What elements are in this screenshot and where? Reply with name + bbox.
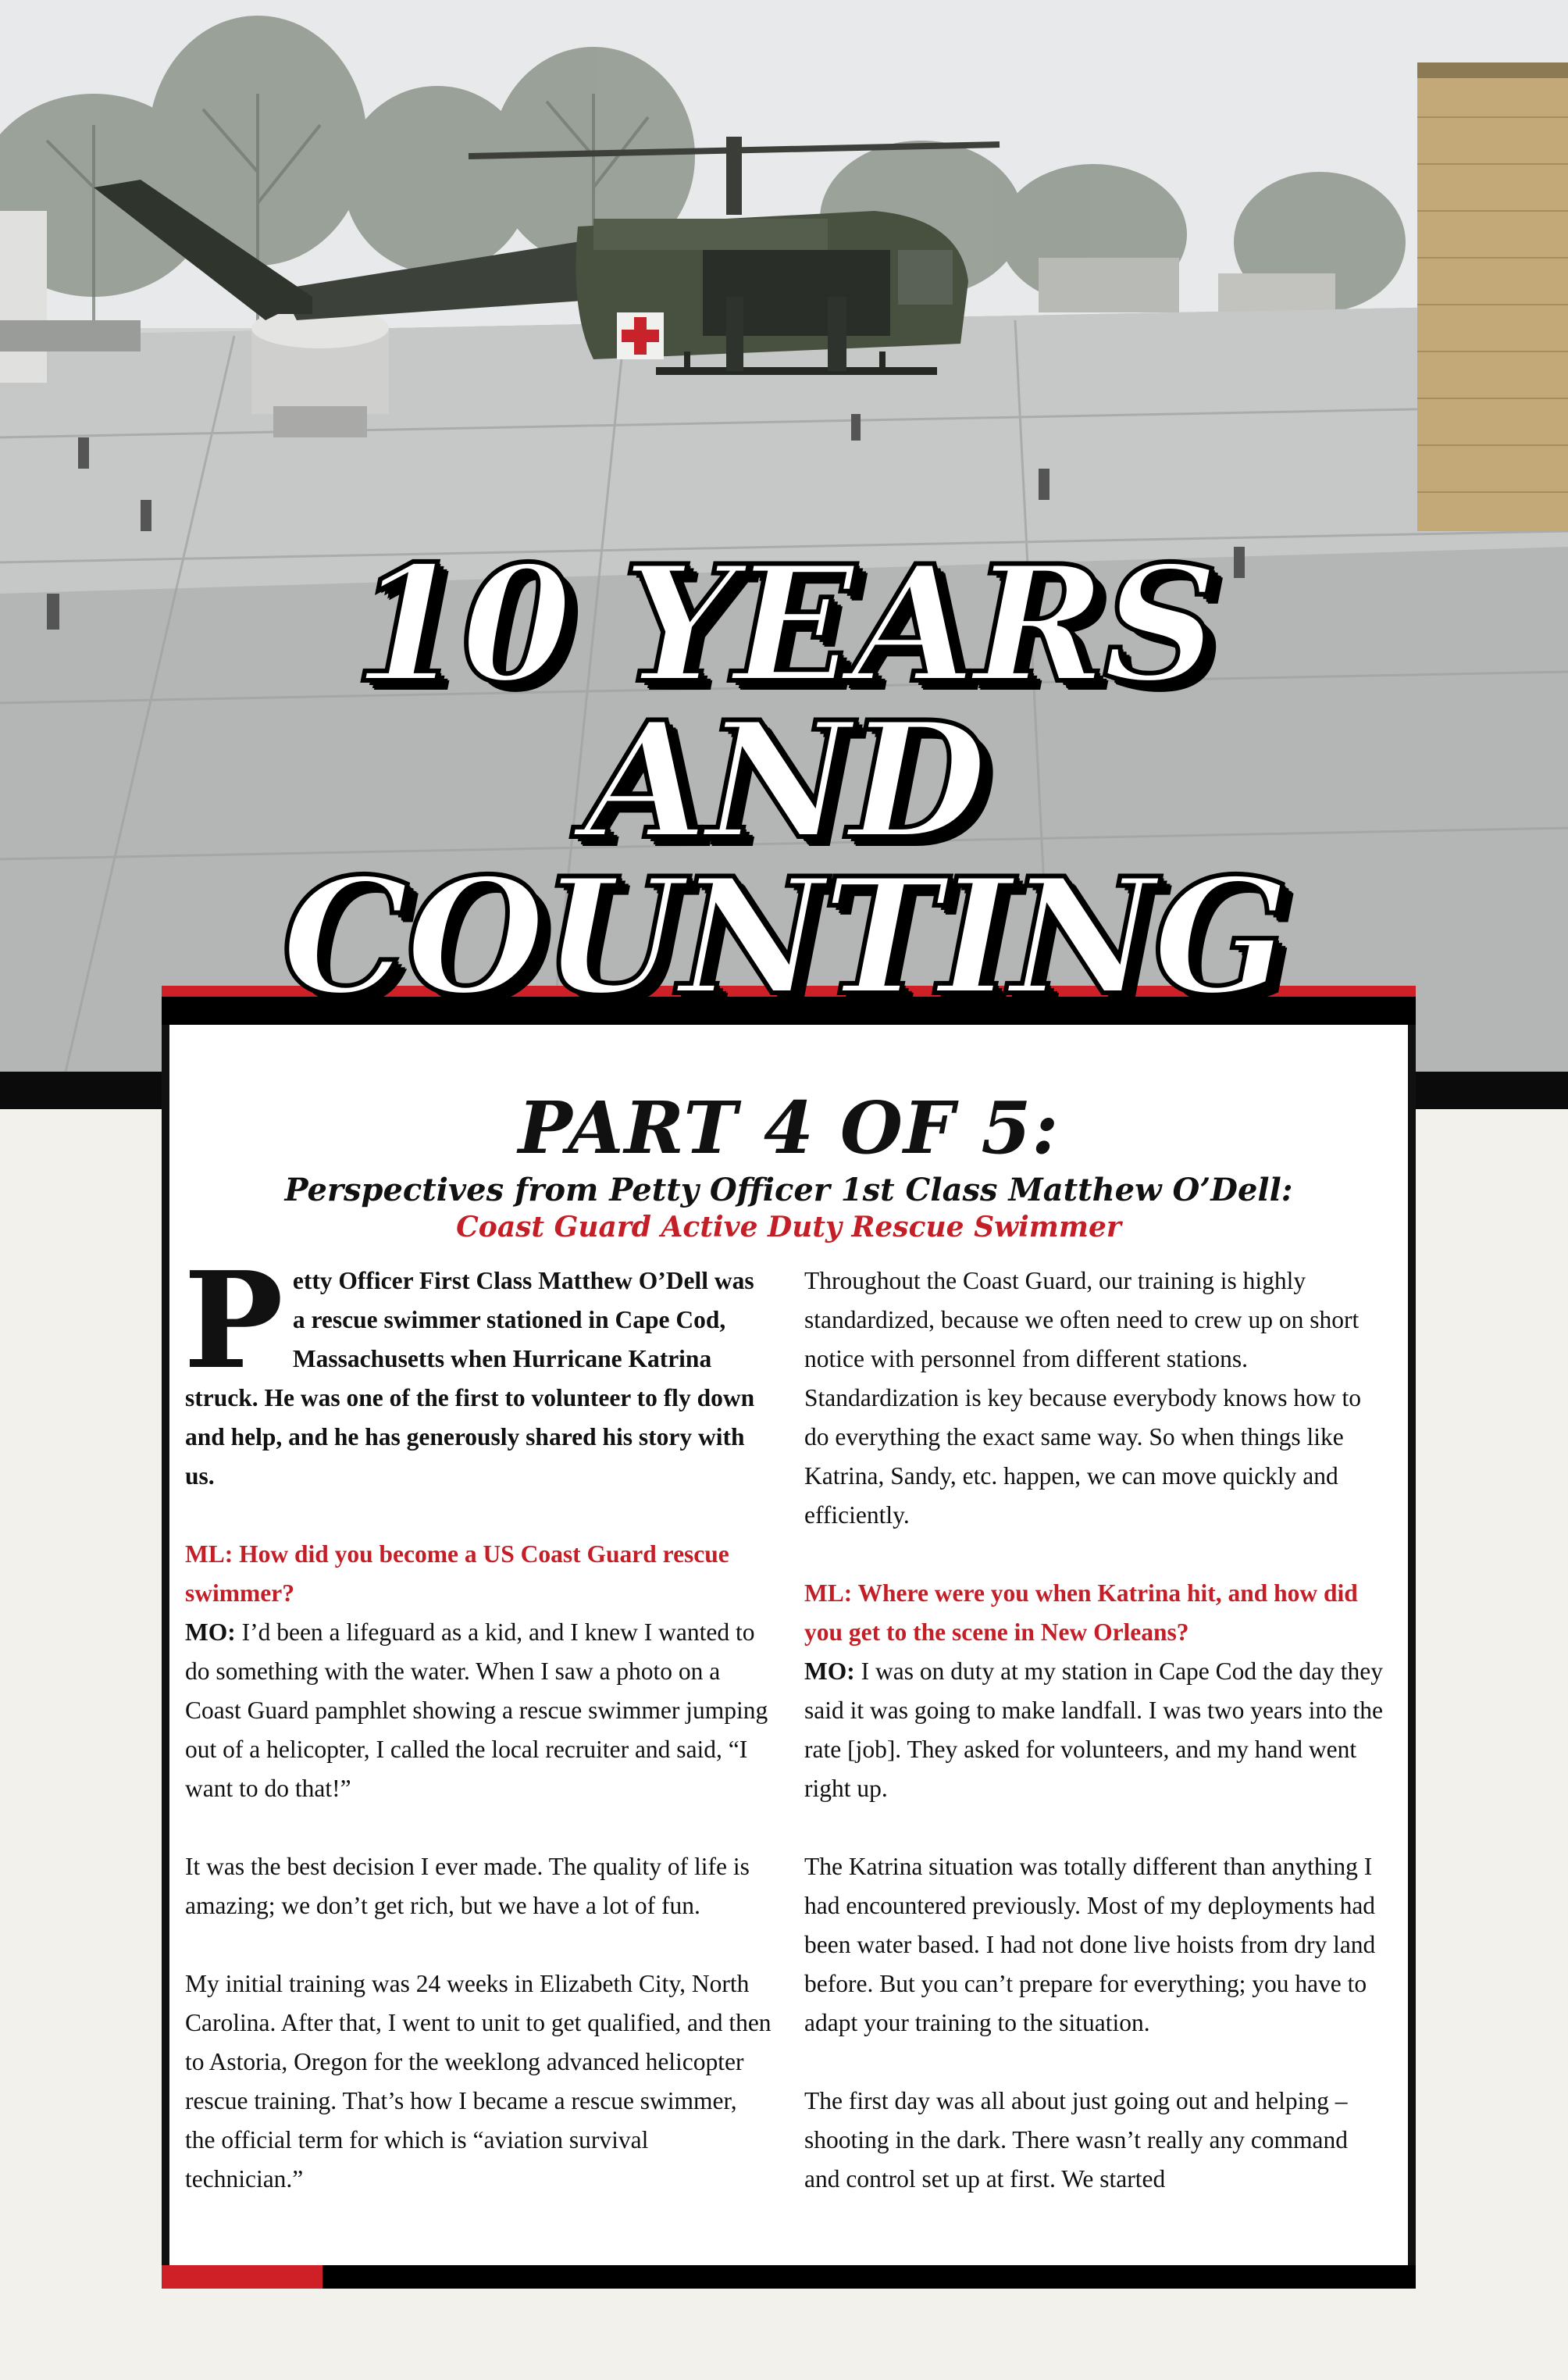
headline bbox=[0, 531, 1568, 1031]
paragraph-3: My initial training was 24 weeks in Elizabeth City, North Carolina. After that, I went to unit to get qualified, and then to Astoria, Oregon for the weeklong advanced helicopter rescue training. That’s how I became a rescue swimmer, the official term for which is “aviation survival technician.” bbox=[185, 1970, 772, 2193]
intro-text: etty Officer First Class Matthew O’Dell was a rescue swimmer stationed in Cape Cod, Massachusetts when Hurricane Katrina struck. He was one of the first to volunteer to fly down and help, and he has generously shared his story with us. bbox=[185, 1267, 755, 1490]
box-bottom-rule bbox=[162, 2265, 1416, 2289]
answer-1: I’d been a lifeguard as a kid, and I knew I wanted to do something with the water. When I saw a photo on a Coast Guard pamphlet showing a rescue swimmer jumping out of a helicopter, I called the local recruiter and said, “I want to do that!” bbox=[185, 1618, 768, 1802]
drop-cap: P bbox=[184, 1243, 283, 1399]
question-1: ML: How did you become a US Coast Guard rescue swimmer? bbox=[185, 1540, 729, 1607]
answer-label-2: MO: bbox=[804, 1657, 855, 1685]
headline-line-3: COUNTING bbox=[281, 844, 1287, 1031]
answer-label-1: MO: bbox=[185, 1618, 236, 1646]
paragraph-6: The first day was all about just going out and helping – shooting in the dark. There wasn’t really any command and control set up at first. We started bbox=[804, 2087, 1349, 2193]
role-subheading: Coast Guard Active Duty Rescue Swimmer bbox=[456, 1211, 1121, 1244]
red-accent-bottom bbox=[162, 2265, 323, 2289]
headline-line-1: 10 YEARS bbox=[352, 531, 1216, 719]
part-heading: PART 4 OF 5: bbox=[518, 1086, 1060, 1170]
perspectives-subheading: Perspectives from Petty Officer 1st Class Matthew O’Dell: bbox=[284, 1172, 1293, 1208]
answer-2: I was on duty at my station in Cape Cod the day they said it was going to make landfall. I was two years into the rate [job]. They asked for volunteers, and my hand went right up. bbox=[804, 1657, 1383, 1802]
intro-paragraph bbox=[184, 1243, 772, 1496]
question-2: ML: Where were you when Katrina hit, and how did you get to the scene in New Orleans? bbox=[804, 1579, 1358, 1646]
article-column-right bbox=[804, 1261, 1386, 2199]
qa-block-2 bbox=[804, 1574, 1386, 1808]
paragraph-5: The Katrina situation was totally different than anything I had encountered previously. Most of my deployments had been water based. I had not done live hoists from dry land before. But you can’t prepare for everything; you have to adapt your training to the situation. bbox=[804, 1853, 1376, 2036]
qa-block-1 bbox=[185, 1535, 772, 1808]
article-column-left bbox=[184, 1243, 772, 2199]
paragraph-2: It was the best decision I ever made. The quality of life is amazing; we don’t get rich, but we have a lot of fun. bbox=[185, 1853, 750, 1919]
headline-line-2: AND bbox=[583, 687, 985, 875]
paragraph-4: Throughout the Coast Guard, our training is highly standardized, because we often need to crew up on short notice with personnel from different stations. Standardization is key because everybody knows how to do everything the exact same way. So when things like Katrina, Sandy, etc. happen, we can move quickly and efficiently. bbox=[804, 1267, 1361, 1529]
